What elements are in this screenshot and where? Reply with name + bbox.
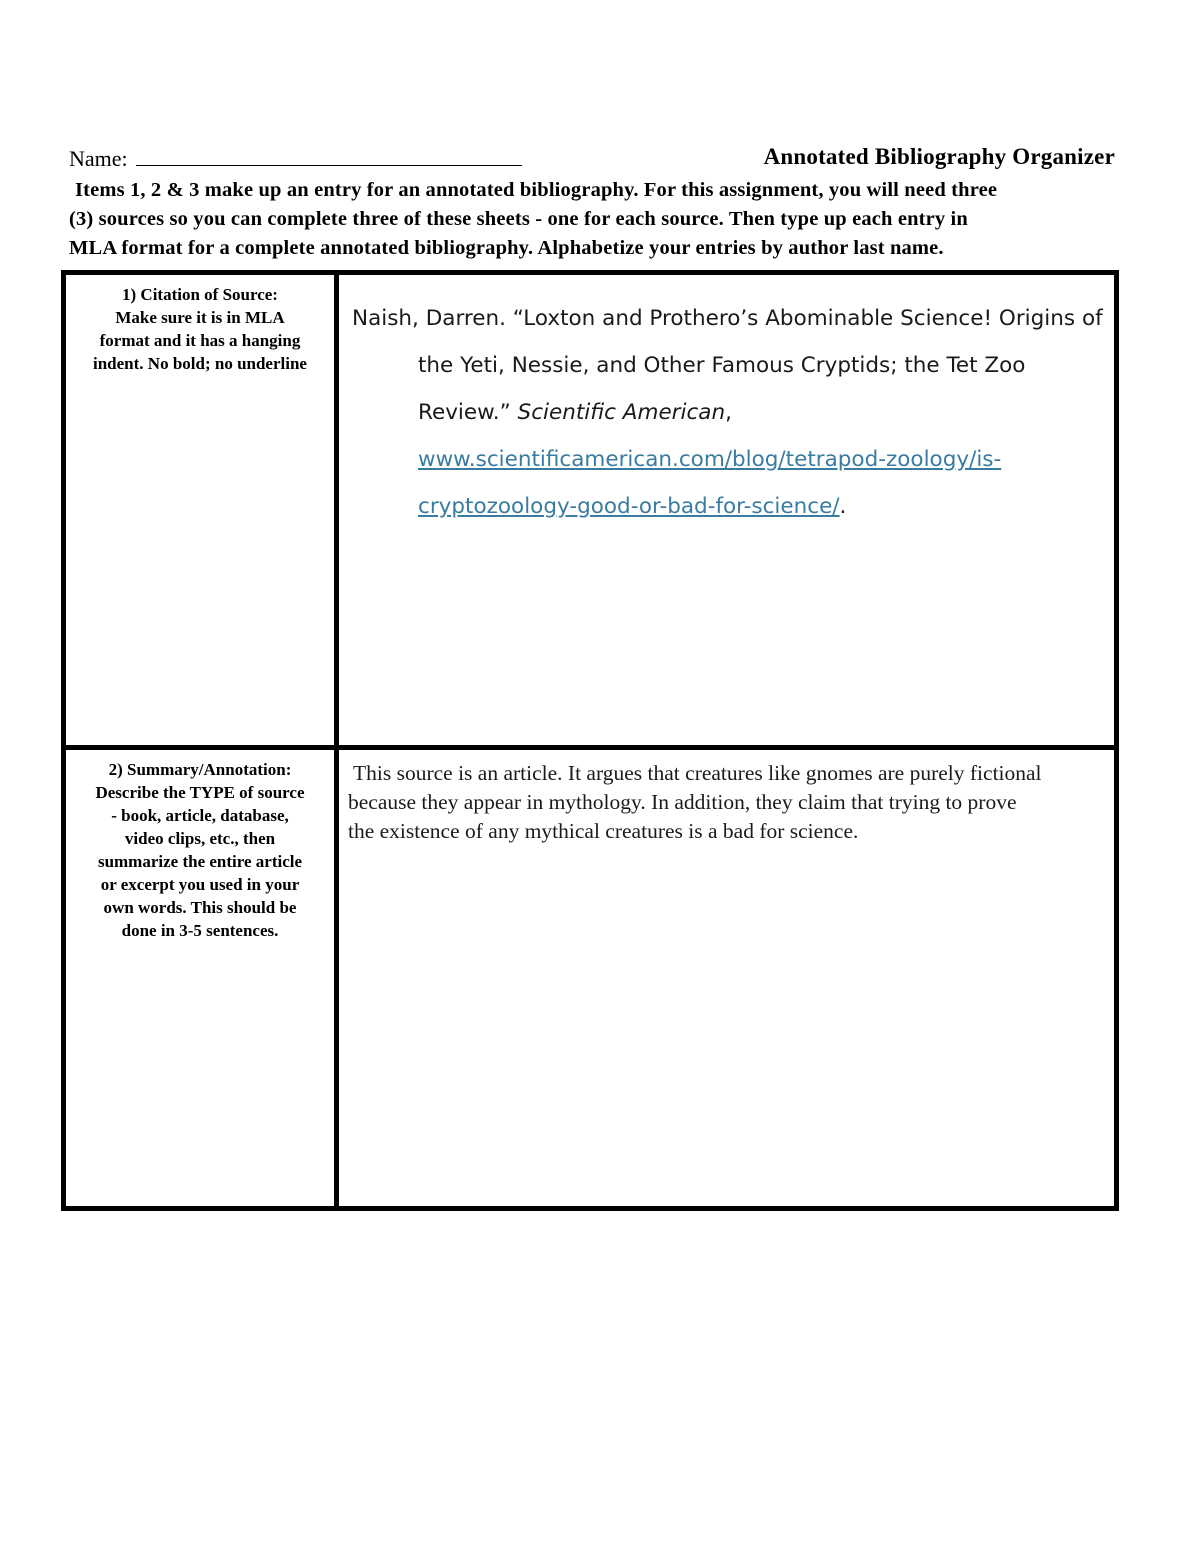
row-divider (66, 745, 1114, 750)
citation-label-heading: 1) Citation of Source: (122, 285, 278, 304)
instructions-line-1: Items 1, 2 & 3 make up an entry for an annotated bibliography. For this assignment, you will need three (75, 179, 998, 201)
citation-label-text: Make sure it is in MLA (115, 308, 285, 327)
summary-label-heading: 2) Summary/Annotation: (108, 760, 292, 779)
header-row (69, 143, 1115, 175)
citation-link-line-2 (352, 483, 1112, 530)
citation-publication: Scientific American (517, 400, 726, 425)
citation-period: . (839, 494, 847, 519)
summary-line-3: the existence of any mythical creatures is a bad for science. (348, 819, 859, 843)
summary-line-1: This source is an article. It argues that creatures like gnomes are purely fictional (353, 761, 1042, 785)
document-title: Annotated Bibliography Organizer (763, 144, 1115, 169)
summary-label-text: video clips, etc., then (124, 829, 276, 848)
citation-line-2: the Yeti, Nessie, and Other Famous Cryptids; the Tet Zoo (418, 353, 1026, 378)
citation-label-text: format and it has a hanging (99, 331, 301, 350)
citation-comma: , (725, 400, 732, 425)
instructions (69, 176, 1121, 263)
instructions-line-2: (3) sources so you can complete three of these sheets - one for each source. Then type up each entry in (69, 208, 968, 230)
column-divider (334, 275, 339, 1206)
summary-label-text: - book, article, database, (111, 806, 289, 825)
name-blank-line (136, 147, 522, 166)
summary-entry (348, 759, 1116, 846)
citation-url-link[interactable]: cryptozoology-good-or-bad-for-science/ (418, 494, 840, 519)
summary-label-text: Describe the TYPE of source (95, 783, 305, 802)
citation-line-1: Naish, Darren. “Loxton and Prothero’s Abominable Science! Origins of (352, 306, 1103, 331)
citation-label-text: indent. No bold; no underline (93, 354, 307, 373)
citation-link-line-1 (352, 436, 1112, 483)
summary-label-text: own words. This should be (103, 898, 297, 917)
name-label: Name: (69, 146, 128, 171)
summary-label-cell (66, 758, 334, 942)
citation-line-3 (352, 389, 1112, 436)
summary-line-2: because they appear in mythology. In addition, they claim that trying to prove (348, 790, 1017, 814)
instructions-line-3: MLA format for a complete annotated bibliography. Alphabetize your entries by author last name. (69, 237, 944, 259)
summary-label-text: done in 3-5 sentences. (121, 921, 279, 940)
summary-label-text: or excerpt you used in your (100, 875, 300, 894)
citation-entry (352, 295, 1112, 530)
citation-url-link[interactable]: www.scientificamerican.com/blog/tetrapod-zoology/is- (418, 447, 1002, 472)
organizer-table (61, 270, 1119, 1211)
citation-title-close: Review.” (418, 400, 518, 425)
citation-label-cell (66, 283, 334, 375)
name-field (69, 146, 522, 172)
summary-label-text: summarize the entire article (97, 852, 303, 871)
